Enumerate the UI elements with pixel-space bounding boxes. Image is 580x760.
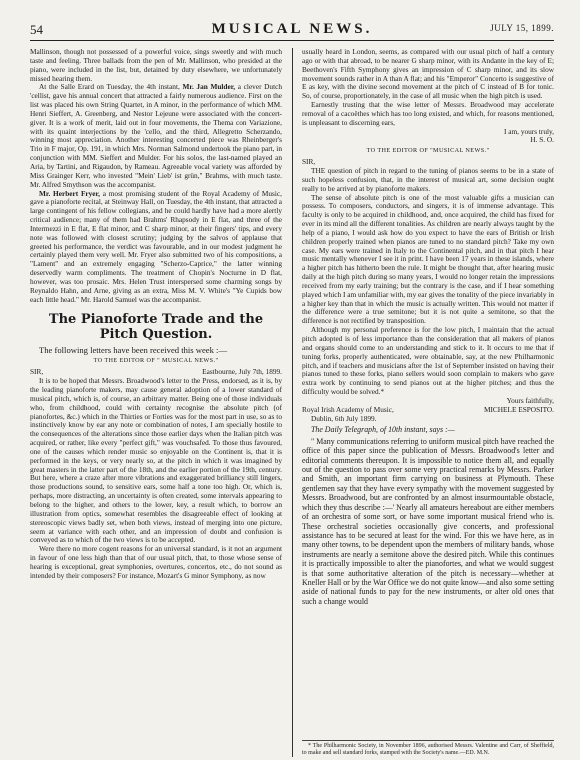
footnote-text: * The Philharmonic Society, in November 1896, authorised Messrs. Valentine and Carr, of Sheffield, to make and sell standard forks, stamped with the Society's name.—ED. M.N. — [302, 743, 554, 756]
issue-date: JULY 15, 1899. — [490, 23, 554, 33]
page — [30, 22, 554, 757]
paragraph-fryer — [30, 190, 282, 305]
letter-heading: TO THE EDITOR OF " MUSICAL NEWS." — [93, 357, 219, 365]
letter-closing: Yours faithfully, — [506, 395, 554, 405]
footnote — [302, 740, 554, 757]
letter-closing: I am, yours truly, — [504, 126, 554, 136]
masthead-title: MUSICAL NEWS. — [211, 21, 373, 37]
section-intro: The following letters have been received this week :— — [39, 345, 228, 356]
paragraph: usually heard in London, seems, as compared with our usual pitch of half a century ago or with that abroad, to be nearer G sharp minor, with its Andante in the key of E; Beethoven's Fifth Symphony gives an impression of C sharp minor, and its slow movement sounds rather in A than A flat; and his "Emperor" Concerto is suggestive of E as key, with the divine second movement at the pitch of C instead of B for tonic. So, of course, proportionately, in the case of all music when the high pitch is used. — [302, 48, 554, 101]
paragraph: The sense of absolute pitch is one of the most valuable gifts a musician can possess. To composers, conductors, and singers, it is of immense advantage. This faculty is only to be acquired in childhood, and, once acquired, the child has fixed for ever in its mind all the different tonalities. As children are nearly always taught by the help of a piano, I would ask how do you expect to have the ears of British or Irish children properly trained when pianos are tuned to no standard pitch? Take my own case. My ears were trained in Italy to the Continental pitch, and in that pitch I hear music mentally whenever I see it in print. I have been 17 years in these islands, where a higher pitch has hitherto been the rule. It might be thought that, after hearing music daily at the high pitch during so many years, I would no longer retain the impressions received from my early training; but the contrary is the case, and if I hear something played which I am unfamiliar with, my ear gives the tonality of the piece invariably in a higher key than that in which the music is actually written. This would not matter if the difference were a true semitone; but it is not quite a semitone, so that the difference is not rectified by transposition. — [302, 192, 554, 326]
page-header — [30, 22, 554, 41]
page-number: 54 — [30, 22, 43, 37]
left-column — [30, 48, 282, 757]
text-run: At the Salle Erard on Tuesday, the 4th instant, — [39, 82, 180, 92]
paragraph: It is to be hoped that Messrs. Broadwood's letter to the Press, endorsed, as it is, by the leading pianoforte makers, may cause general adoption of a lower standard of musical pitch, which is, of course, an arbitrary matter. Being one of those individuals who, from childhood, could with certainty recognise the absolute pitch (of pianofortes, &c.) which in the Thirties or Forties was for the most part in use, so as to instinctively know by ear any note or combination of notes, I am specially hostile to the consequences of the alterations since those earlier days when the Italian pitch was acquired, or rather, like every "perfect gift," was vouchsafed. To those thus favoured, one of the causes which render music so enjoyable on the Continent is, that it is performed in the keys, or very nearly so, at the pitch in which it was imagined by great masters in the latter part of the 18th, and the earlier portion of the 19th, century. But here, where a craze after more vibrations and exaggerated brilliancy still lingers, those productions sound, to sensitive ears, some half a tone too high. Or, which is, perhaps, more distracting, an uncertainty is often created, some intervals appearing to belong to the higher, and others to the lower, key, a result which, to borrow an illustration from optics, somewhat resembles the disagreeable effect of looking at stereoscopic views badly set, when both views, instead of merging into one picture, seem at variance with each other, and an impression of doubt and confusion is conveyed as to which of the two views is to be accepted. — [30, 376, 282, 545]
performer-name: Mr. Herbert Fryer, — [39, 188, 100, 198]
salutation: SIR, — [30, 367, 44, 377]
text-run: a clever Dutch 'cellist, gave his annual concert that attracted a fairly numerous audience. First on the list was placed his own String Quartet, in A minor, in the performance of which MM. Henri Sieffert, A. Greenberg, and Nestor Lejeune were associated with the concert-giver. It is a work of merit, laid out in four movements, the Thema con Variazione, with its quaint interjections by the 'cello, and the third, Allegretto Scherzando, winning most appreciation. Another interesting concerted piece was Rheinberger's Trio in F major, Op. 191, in which Mrs. Norman Salmond undertook the piano part, in conjunction with MM. Sieffert and Mulder. For his solos, the last-named played an Aria, by Tartini, and Rigaudon, by Rameau. Agreeable vocal variety was afforded by Miss Grainger Kerr, who invested "Mein' Lieb' ist grün," Brahms, with much taste. Mr. Alfred Smythson was the accompanist. — [30, 82, 282, 189]
dateline: Eastbourne, July 7th, 1899. — [202, 367, 282, 377]
paragraph: Although my personal preference is for the low pitch, I maintain that the actual pitch adopted is of less importance than the consideration that all makers of pianos and organs should come to an understanding and stick to it. It occurs to me that if tuning forks, properly authenticated, were obtainable, say, at the new Philharmonic pitch, and if teachers and musicians after the 1st of September insisted on having their pianos tuned to these forks, piano sellers would soon complain to makers who gave extra work by continuing to send pianos out at the higher pitches; and thus the difficulty would be solved.* — [302, 325, 554, 397]
paragraph: THE question of pitch in regard to the tuning of pianos seems to be in a state of such hopeless confusion, that, in the interest of musical art, some decision ought really to be arrived at by pianoforte makers. — [302, 165, 554, 193]
place-date: Dublin, 6th July 1899. — [311, 413, 377, 423]
sender-address: Royal Irish Academy of Music, — [302, 404, 394, 414]
signature-initials: H. S. O. — [530, 135, 554, 145]
salutation: SIR, — [302, 157, 316, 167]
paragraph-mulder — [30, 83, 282, 189]
right-column — [302, 48, 554, 757]
signer-name: MICHELE ESPOSITO. — [483, 404, 554, 414]
column-rule — [292, 48, 293, 757]
text-run: a most promising student of the Royal Academy of Music, gave a pianoforte recital, at Steinway Hall, on Tuesday, the 4th instant, that attracted a large contingent of his fellow collegians, and he could hardly have had a more alertly critical audience; many of them had Brahms' Rhapsody in E flat, and three of the Intermezzi in E flat, E flat minor, and C sharp minor, at their fingers' tips, and every note was followed with closest scrutiny; judging by the salvos of applause that greeted his performance, the verdict was favourable, and in our modest judgment he certainly played them very well. Mr. Fryer also submitted two of his compositions, a "Lament" and an extremely engaging "Scherzo-Caprice," the latter winning deservedly warm compliments. The treatment of Chopin's Nocturne in D flat, however, was too prosaic. Mrs. Helen Trust interspersed some charming songs by Reynaldo Hahn, and Arne, giving as an extra, Miss M. V. White's "Ye Cupids bow each little head." Mr. Harold Samuel was the accompanist. — [30, 188, 282, 304]
paragraph: Mallinson, though not possessed of a powerful voice, sings sweetly and with much taste and feeling. Three ballads from the pen of Mr. Mallinson, who presided at the piano, were included in the list, but, detained by duty elsewhere, we unfortunately missed hearing them. — [30, 48, 282, 83]
paragraph: Were there no more cogent reasons for an universal standard, is it not an argument in favour of one less high than that of our usual pitch, that, to those whose sense of hearing is exceptional, great symphonies, overtures, concertos, etc., do not sound as intended by their composers? For instance, Mozart's G minor Symphony, as now — [30, 544, 282, 580]
section-title: The Pianoforte Trade and the Pitch Question. — [48, 312, 264, 343]
telegraph-intro: The Daily Telegraph, of 10th instant, says :— — [311, 425, 455, 435]
telegraph-quote: " Many communications referring to uniform musical pitch have reached the office of this paper since the publication of Messrs. Broadwood's letter and editorial comments thereupon. It is impossible to notice them all, and equally out of the question to pass over some very practical remarks by Messrs. Parker and Smith, an important firm carrying on business at Plymouth. These gentlemen say that they have every sympathy with the movement suggested by Messrs. Broadwood, but are confronted by an almost insurmountable obstacle, which they thus describe :—' Nearly all amateurs hereabout are either members of an orchestra of some sort, or have some important musical friend who is. These orchestral societies occasionally give concerts, and professional assistance has to be secured at least for the wind. For this we have here, as in many other towns, to be dependent upon the members of military bands, whose instruments are nearly a semitone above the desired pitch. While this continues it is practically impossible to alter the pianofortes, and what we would suggest is that some authoritative alteration of the pitch is necessary—whether at Kneller Hall or by the War Office we do not quite know—and also some setting aside of national funds to pay for the new instruments, or alter old ones that such a change would — [302, 436, 554, 606]
letter-heading: TO THE EDITOR OF "MUSICAL NEWS." — [366, 147, 490, 155]
performer-name: Mr. Jan Mulder, — [182, 82, 236, 92]
paragraph: Earnestly trusting that the wise letter of Messrs. Broadwood may accelerate removal of a cacoëthes which has too long existed, and which, for reasons mentioned, is unpleasant to discerning ears, — [302, 100, 554, 127]
